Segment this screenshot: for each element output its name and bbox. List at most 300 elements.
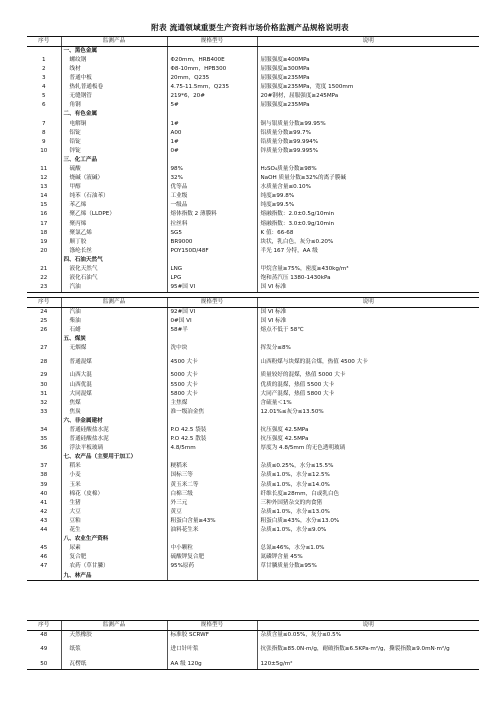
description: 屈服强度≥235MPa — [257, 74, 479, 83]
description: K 值：66-68 — [257, 228, 479, 237]
row-number: 22 — [40, 275, 48, 282]
category-spacer — [257, 156, 479, 165]
spec-model: P.O 42.5 袋装 — [167, 426, 257, 435]
description: 纯度≥99.8% — [257, 192, 479, 201]
category-spacer — [257, 47, 479, 56]
product-name: 烧碱（液碱） — [61, 174, 167, 183]
row-number: 7 — [41, 120, 46, 127]
table-row — [27, 308, 479, 317]
category-spacer — [257, 335, 479, 344]
spec-model: 20mm，Q235 — [167, 74, 257, 83]
table-header-row — [27, 621, 479, 631]
table-row — [27, 659, 479, 669]
spec-model: 黄豆 — [167, 508, 257, 517]
description: 粗蛋白质≥43%，水分≤13.0% — [257, 517, 479, 526]
row-number: 27 — [40, 345, 48, 352]
table-row — [27, 165, 479, 174]
table-row — [27, 247, 479, 256]
product-name: 玉米 — [61, 480, 167, 489]
table-header-row — [27, 37, 479, 47]
category-row — [27, 571, 479, 580]
row-number: 2 — [41, 65, 46, 72]
spec-model: 粳稻米 — [167, 462, 257, 471]
table-header-row — [27, 298, 479, 308]
product-name: 焦炭 — [61, 408, 167, 417]
product-name: 大同混煤 — [61, 389, 167, 398]
category-label: 九、林产品 — [61, 571, 167, 580]
table-row — [27, 398, 479, 407]
category-spacer — [257, 535, 479, 544]
table-row — [27, 435, 479, 444]
description: 块状，乳白色，灰分≤0.20% — [257, 237, 479, 246]
spec-model: 拉丝料 — [167, 219, 257, 228]
header-no: 序号 — [27, 298, 61, 308]
product-name: 涤纶长丝 — [61, 247, 167, 256]
table-section-3 — [27, 620, 479, 670]
description: 12.01%≤灰分≤13.50% — [257, 408, 479, 417]
spec-model: 标准胶 SCRWF — [167, 631, 257, 641]
table-section-1 — [27, 36, 479, 293]
table-row — [27, 380, 479, 389]
product-name: 液化天然气 — [61, 265, 167, 274]
description: 铜与银质量分数≥99.95% — [257, 119, 479, 128]
product-name: 甲醇 — [61, 183, 167, 192]
table-body-1 — [27, 47, 479, 293]
spec-table-2 — [27, 298, 479, 580]
row-number: 40 — [40, 490, 48, 497]
header-product: 监测产品 — [61, 621, 167, 631]
table-row — [27, 83, 479, 92]
row-number: 20 — [40, 247, 48, 254]
row-number: 1 — [41, 56, 46, 63]
spec-model: 优等品 — [167, 183, 257, 192]
spec-model: 油料花生米 — [167, 526, 257, 535]
spec-model: P.O 42.5 散装 — [167, 435, 257, 444]
category-spacer — [27, 156, 61, 165]
table-row — [27, 119, 479, 128]
header-no: 序号 — [27, 37, 61, 47]
table-row — [27, 265, 479, 274]
product-name: 柴油 — [61, 317, 167, 326]
spec-model: 0#国 VI — [167, 317, 257, 326]
row-number: 37 — [40, 463, 48, 470]
row-number: 47 — [40, 563, 48, 570]
table-row — [27, 283, 479, 292]
row-number: 46 — [40, 554, 48, 561]
row-number: 32 — [40, 399, 48, 406]
table-row — [27, 317, 479, 326]
product-name: 小麦 — [61, 471, 167, 480]
spec-model: 0# — [167, 147, 257, 156]
spec-model: POY150D/48F — [167, 247, 257, 256]
product-name: 电解铜 — [61, 119, 167, 128]
table-row — [27, 101, 479, 110]
table-row — [27, 147, 479, 156]
table-row — [27, 174, 479, 183]
row-number: 15 — [40, 202, 48, 209]
spec-model: AA 级 120g — [167, 659, 257, 669]
row-number: 6 — [41, 102, 46, 109]
product-name: 豆粕 — [61, 517, 167, 526]
category-spacer — [167, 571, 257, 580]
description: 纤维长度≥28mm，白或乳白色 — [257, 489, 479, 498]
product-name: 无烟煤 — [61, 344, 167, 353]
table-row — [27, 389, 479, 398]
spec-model: 98% — [167, 165, 257, 174]
category-spacer — [27, 335, 61, 344]
row-number: 12 — [40, 175, 48, 182]
table-row — [27, 631, 479, 641]
description: 锌质量分数≥99.995% — [257, 147, 479, 156]
spec-model: 1# — [167, 137, 257, 146]
category-spacer — [27, 453, 61, 462]
row-number: 17 — [40, 220, 48, 227]
table-row — [27, 526, 479, 535]
table-body-2 — [27, 308, 479, 581]
row-number: 35 — [40, 436, 48, 443]
spec-model: 92#国 VI — [167, 308, 257, 317]
category-label: 二、有色金属 — [61, 110, 167, 119]
table-row — [27, 56, 479, 65]
row-number: 24 — [40, 309, 48, 316]
row-number: 34 — [40, 427, 48, 434]
description: 杂质≤1.0%，水分≤14.0% — [257, 480, 479, 489]
table-row — [27, 408, 479, 417]
description: H₂SO₄质量分数≥98% — [257, 165, 479, 174]
category-spacer — [167, 110, 257, 119]
row-number: 44 — [40, 527, 48, 534]
header-spec: 规格型号 — [167, 37, 257, 47]
product-name: 纯苯（石油苯） — [61, 192, 167, 201]
spec-model: 4500 大卡 — [167, 353, 257, 371]
table-row — [27, 128, 479, 137]
spec-model: 白棉三级 — [167, 489, 257, 498]
row-number: 13 — [40, 184, 48, 191]
row-number: 31 — [40, 390, 48, 397]
spec-model: 粗蛋白含量≥43% — [167, 517, 257, 526]
row-number: 5 — [41, 93, 46, 100]
category-row — [27, 110, 479, 119]
product-name: 普通中板 — [61, 74, 167, 83]
header-spec: 规格型号 — [167, 621, 257, 631]
product-name: 石蜡 — [61, 326, 167, 335]
row-number: 33 — [40, 408, 48, 415]
table-row — [27, 74, 479, 83]
table-row — [27, 562, 479, 571]
document-title: 附表 流通领域重要生产资料市场价格监测产品规格说明表 — [151, 23, 349, 32]
category-spacer — [167, 417, 257, 426]
category-spacer — [27, 571, 61, 580]
spec-model: BR9000 — [167, 237, 257, 246]
spec-model: 洗中块 — [167, 344, 257, 353]
spec-model: 95#国 VI — [167, 283, 257, 292]
description: NaOH 质量分数≥32%的离子膜碱 — [257, 174, 479, 183]
table-body-3 — [27, 631, 479, 669]
table-row — [27, 480, 479, 489]
table-row — [27, 137, 479, 146]
description: 120±5g/m² — [257, 659, 479, 669]
spec-model: 4.8/5mm — [167, 444, 257, 453]
table-row — [27, 274, 479, 283]
row-number: 26 — [40, 326, 48, 333]
description: 半光 167 分特，AA 级 — [257, 247, 479, 256]
row-number: 14 — [40, 193, 48, 200]
row-number: 21 — [40, 266, 48, 273]
row-number: 23 — [40, 284, 48, 291]
description: 屈服强度≥235MPa — [257, 101, 479, 110]
spec-model: 219*6，20# — [167, 92, 257, 101]
product-name: 铝锭 — [61, 128, 167, 137]
spec-model: 硫酸钾复合肥 — [167, 553, 257, 562]
table-row — [27, 353, 479, 371]
row-number: 29 — [40, 372, 48, 379]
spec-model: 外三元 — [167, 498, 257, 507]
description: 杂质≤1.0%，水分≤12.5% — [257, 471, 479, 480]
description: 屈服强度≥300MPa — [257, 65, 479, 74]
table-row — [27, 210, 479, 219]
header-no: 序号 — [27, 621, 61, 631]
category-spacer — [167, 256, 257, 265]
product-name: 大豆 — [61, 508, 167, 517]
row-number: 30 — [40, 381, 48, 388]
spec-model: 32% — [167, 174, 257, 183]
category-spacer — [27, 535, 61, 544]
table-row — [27, 471, 479, 480]
product-name: 瓦楞纸 — [61, 659, 167, 669]
header-spec: 规格型号 — [167, 298, 257, 308]
product-name: 纸浆 — [61, 640, 167, 659]
product-name: 液化石油气 — [61, 274, 167, 283]
category-label: 四、石油天然气 — [61, 256, 167, 265]
description: 水质量含量≤0.10% — [257, 183, 479, 192]
product-name: 聚丙烯 — [61, 219, 167, 228]
table-row — [27, 426, 479, 435]
category-label: 三、化工产品 — [61, 156, 167, 165]
spec-model: 熔体指数 2 薄膜料 — [167, 210, 257, 219]
category-label: 八、农业生产资料 — [61, 535, 167, 544]
row-number: 41 — [40, 499, 48, 506]
description: 国 VI 标准 — [257, 317, 479, 326]
category-spacer — [167, 535, 257, 544]
description: 三种外国猪杂交的肉食猪 — [257, 498, 479, 507]
spec-model: 58#半 — [167, 326, 257, 335]
product-name: 花生 — [61, 526, 167, 535]
table-row — [27, 544, 479, 553]
product-name: 山西大混 — [61, 371, 167, 380]
description: 杂质含量≤0.05%，灰分≤0.5% — [257, 631, 479, 641]
spec-model: 黄玉米二等 — [167, 480, 257, 489]
product-name: 山西优混 — [61, 380, 167, 389]
description: 杂质≤1.0%，水分≤13.0% — [257, 508, 479, 517]
product-name: 浮法平板玻璃 — [61, 444, 167, 453]
product-name: 棉花（皮棉） — [61, 489, 167, 498]
header-product: 监测产品 — [61, 298, 167, 308]
spec-model: 5500 大卡 — [167, 380, 257, 389]
row-number: 38 — [40, 472, 48, 479]
product-name: 硫酸 — [61, 165, 167, 174]
category-row — [27, 535, 479, 544]
description: 挥发分≤8% — [257, 344, 479, 353]
category-spacer — [27, 417, 61, 426]
product-name: 螺纹钢 — [61, 56, 167, 65]
row-number: 43 — [40, 517, 48, 524]
description: 20#钢材，屈服强度≥245MPa — [257, 92, 479, 101]
category-spacer — [257, 110, 479, 119]
row-number: 45 — [40, 545, 48, 552]
description: 铝质量分数≥99.7% — [257, 128, 479, 137]
category-spacer — [257, 571, 479, 580]
spec-model: SG5 — [167, 228, 257, 237]
product-name: 普通硅酸盐水泥 — [61, 435, 167, 444]
product-name: 稻米 — [61, 462, 167, 471]
category-spacer — [27, 47, 61, 56]
description: 杂质≤1.0%，水分≤9.0% — [257, 526, 479, 535]
description: 熔点不低于 58℃ — [257, 326, 479, 335]
spec-model: 进口针叶浆 — [167, 640, 257, 659]
row-number: 50 — [40, 660, 48, 667]
table-row — [27, 219, 479, 228]
product-name: 尿素 — [61, 544, 167, 553]
row-number: 19 — [40, 238, 48, 245]
spec-model: 5800 大卡 — [167, 389, 257, 398]
product-name: 焦煤 — [61, 398, 167, 407]
category-label: 六、非金属建材 — [61, 417, 167, 426]
row-number: 10 — [40, 147, 48, 154]
category-spacer — [167, 47, 257, 56]
product-name: 无缝钢管 — [61, 92, 167, 101]
description: 氮磷钾含量 45% — [257, 553, 479, 562]
header-desc: 说明 — [257, 37, 479, 47]
description: 大同产混煤，热值 5800 大卡 — [257, 389, 479, 398]
table-row — [27, 344, 479, 353]
description: 甲烷含量≥75%，密度≥430kg/m³ — [257, 265, 479, 274]
spec-model: 4.75-11.5mm，Q235 — [167, 83, 257, 92]
table-row — [27, 517, 479, 526]
spec-model: 中小颗粒 — [167, 544, 257, 553]
table-row — [27, 228, 479, 237]
row-number: 4 — [41, 84, 46, 91]
table-row — [27, 462, 479, 471]
product-name: 锌锭 — [61, 147, 167, 156]
description: 铅质量分数≥99.994% — [257, 137, 479, 146]
category-row — [27, 47, 479, 56]
table-row — [27, 489, 479, 498]
description: 抗压强度 42.5MPa — [257, 435, 479, 444]
row-number: 28 — [40, 358, 48, 365]
spec-model: Φ8-10mm，HPB300 — [167, 65, 257, 74]
category-row — [27, 417, 479, 426]
category-spacer — [257, 256, 479, 265]
product-name: 苯乙烯 — [61, 201, 167, 210]
spec-model: 主焦煤 — [167, 398, 257, 407]
table-row — [27, 201, 479, 210]
category-spacer — [27, 110, 61, 119]
product-name: 热轧普通板卷 — [61, 83, 167, 92]
description: 熔融指数：2.0±0.5g/10min — [257, 210, 479, 219]
category-row — [27, 156, 479, 165]
spec-model: 一级品 — [167, 201, 257, 210]
description: 抗张指数≥85.0N·m/g，耐破指数≥6.5KPa·m²/g，撕裂指数≥9.0mN·m²/g — [257, 640, 479, 659]
row-number: 39 — [40, 481, 48, 488]
spec-table-3 — [27, 621, 479, 669]
spec-model: 5000 大卡 — [167, 371, 257, 380]
description: 优质的混煤，热值 5500 大卡 — [257, 380, 479, 389]
description: 纯度≥99.5% — [257, 201, 479, 210]
description: 总氮≥46%，水分≤1.0% — [257, 544, 479, 553]
description: 国 VI 标准 — [257, 308, 479, 317]
spec-model: LNG — [167, 265, 257, 274]
table-row — [27, 371, 479, 380]
spec-model: LPG — [167, 274, 257, 283]
header-product: 监测产品 — [61, 37, 167, 47]
row-number: 9 — [41, 138, 46, 145]
description: 含硫量＜1% — [257, 398, 479, 407]
category-label: 一、黑色金属 — [61, 47, 167, 56]
product-name: 农药（草甘膦） — [61, 562, 167, 571]
table-section-2 — [27, 297, 479, 581]
row-number: 48 — [40, 632, 48, 639]
header-desc: 说明 — [257, 621, 479, 631]
row-number: 25 — [40, 317, 48, 324]
description: 厚度为 4.8/5mm 的无色透明玻璃 — [257, 444, 479, 453]
category-row — [27, 453, 479, 462]
description: 屈服强度≥235MPa，宽度 1500mm — [257, 83, 479, 92]
product-name: 生猪 — [61, 498, 167, 507]
table-row — [27, 183, 479, 192]
row-number: 42 — [40, 508, 48, 515]
product-name: 天然橡胶 — [61, 631, 167, 641]
product-name: 聚乙烯（LLDPE） — [61, 210, 167, 219]
table-row — [27, 553, 479, 562]
category-spacer — [167, 156, 257, 165]
table-row — [27, 92, 479, 101]
row-number: 3 — [41, 75, 46, 82]
description: 质量较好的混煤，热值 5000 大卡 — [257, 371, 479, 380]
category-spacer — [27, 256, 61, 265]
category-spacer — [257, 453, 479, 462]
spec-model: Φ20mm，HRB400E — [167, 56, 257, 65]
spec-table-1 — [27, 37, 479, 292]
table-row — [27, 237, 479, 246]
spec-model: 5# — [167, 101, 257, 110]
category-row — [27, 335, 479, 344]
spec-model: 准一级冶金焦 — [167, 408, 257, 417]
table-row — [27, 326, 479, 335]
row-number: 11 — [40, 166, 48, 173]
spec-model: A00 — [167, 128, 257, 137]
description: 饱和蒸汽压 1380-1430kPa — [257, 274, 479, 283]
description: 屈服强度≥400MPa — [257, 56, 479, 65]
product-name: 聚氯乙烯 — [61, 228, 167, 237]
row-number: 49 — [40, 646, 48, 653]
product-name: 角钢 — [61, 101, 167, 110]
table-row — [27, 640, 479, 659]
spec-model: 1# — [167, 119, 257, 128]
product-name: 复合肥 — [61, 553, 167, 562]
spec-model: 国标三等 — [167, 471, 257, 480]
row-number: 36 — [40, 445, 48, 452]
product-name: 铅锭 — [61, 137, 167, 146]
product-name: 汽油 — [61, 283, 167, 292]
table-row — [27, 444, 479, 453]
description: 国 VI 标准 — [257, 283, 479, 292]
category-spacer — [167, 335, 257, 344]
category-row — [27, 256, 479, 265]
spec-model: 工业级 — [167, 192, 257, 201]
description: 草甘膦质量分数≥95% — [257, 562, 479, 571]
description: 熔融指数：3.0±0.9g/10min — [257, 219, 479, 228]
table-row — [27, 192, 479, 201]
